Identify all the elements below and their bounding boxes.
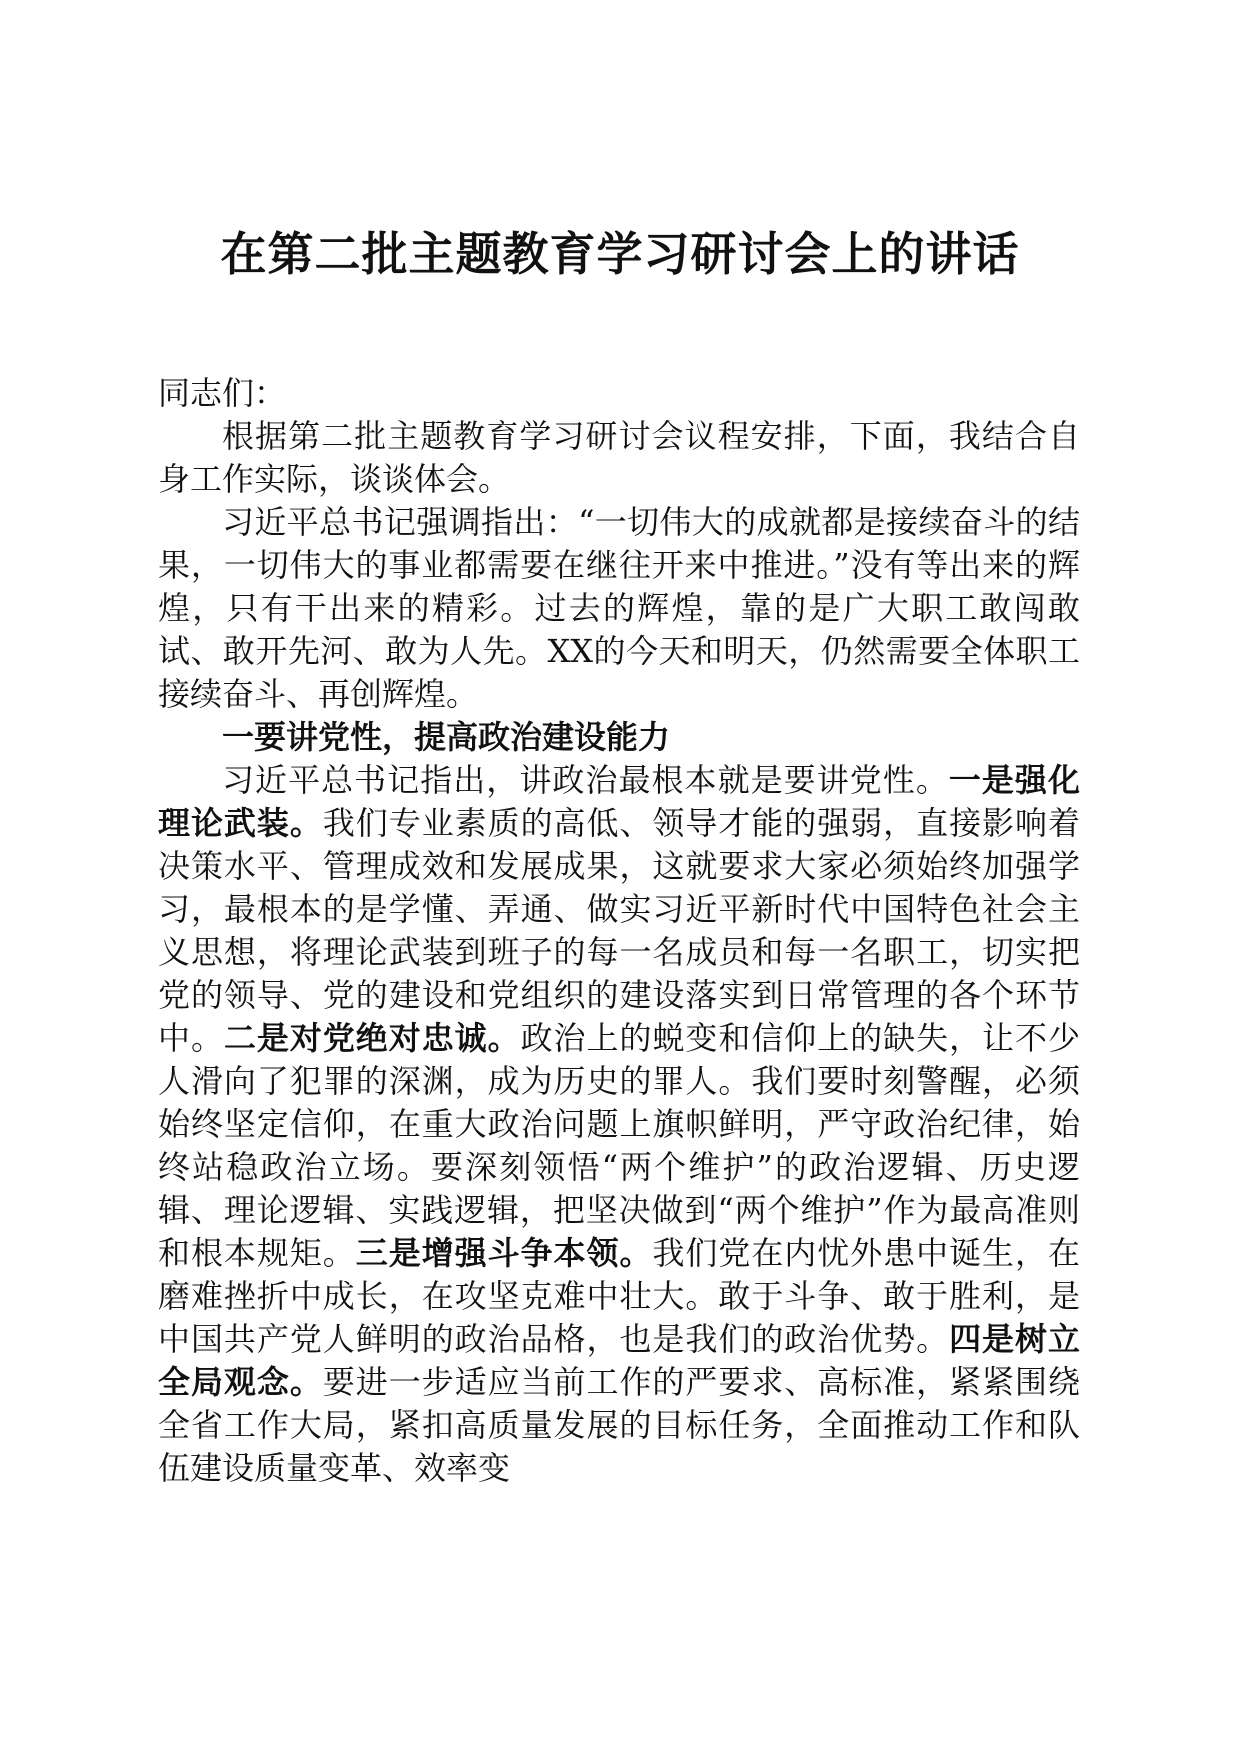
point-1-text: 我们专业素质的高低、领导才能的强弱，直接影响着决策水平、管理成效和发展成果，这就要求大家必须始终加强学习，最根本的是学懂、弄通、做实习近平新时代中国特色社会主义思想，将理论武装到班子的每一名成员和每一名职工，切实把党的领导、党的建设和党组织的建设落实到日常管理的各个环节中。 [158, 804, 1080, 1057]
section-heading: 一要讲党性，提高政治建设能力 [222, 718, 671, 756]
document-body [158, 372, 1080, 1490]
section-paragraph [158, 759, 1080, 1490]
section-intro-text: 习近平总书记指出，讲政治最根本就是要讲党性。 [222, 761, 949, 799]
point-2-text: 政治上的蜕变和信仰上的缺失，让不少人滑向了犯罪的深渊，成为历史的罪人。我们要时刻警醒，必须始终坚定信仰，在重大政治问题上旗帜鲜明，严守政治纪律，始终站稳政治立场。要深刻领悟“两个维护”的政治逻辑、历史逻辑、理论逻辑、实践逻辑，把坚决做到“两个维护”作为最高准则和根本规矩。 [158, 1019, 1080, 1272]
point-4-title: 四是树立全局观念。 [158, 1320, 1080, 1401]
point-1-title: 一是强化理论武装。 [158, 761, 1080, 842]
paragraph-quote: 习近平总书记强调指出：“一切伟大的成就都是接续奋斗的结果，一切伟大的事业都需要在继往开来中推进。”没有等出来的辉煌，只有干出来的精彩。过去的辉煌，靠的是广大职工敢闯敢试、敢开先河、敢为人先。XX的今天和明天，仍然需要全体职工接续奋斗、再创辉煌。 [158, 503, 1080, 713]
point-3-text: 我们党在内忧外患中诞生，在磨难挫折中成长，在攻坚克难中壮大。敢于斗争、敢于胜利，是中国共产党人鲜明的政治品格，也是我们的政治优势。 [158, 1234, 1080, 1358]
point-2-title: 二是对党绝对忠诚。 [223, 1019, 521, 1057]
document-title: 在第二批主题教育学习研讨会上的讲话 [220, 227, 1020, 281]
point-4-text: 要进一步适应当前工作的严要求、高标准，紧紧围绕全省工作大局，紧扣高质量发展的目标任务，全面推动工作和队伍建设质量变革、效率变 [158, 1363, 1080, 1487]
greeting: 同志们： [158, 374, 287, 412]
paragraph-intro: 根据第二批主题教育学习研讨会议程安排，下面，我结合自身工作实际，谈谈体会。 [158, 417, 1080, 498]
point-3-title: 三是增强斗争本领。 [355, 1234, 653, 1272]
